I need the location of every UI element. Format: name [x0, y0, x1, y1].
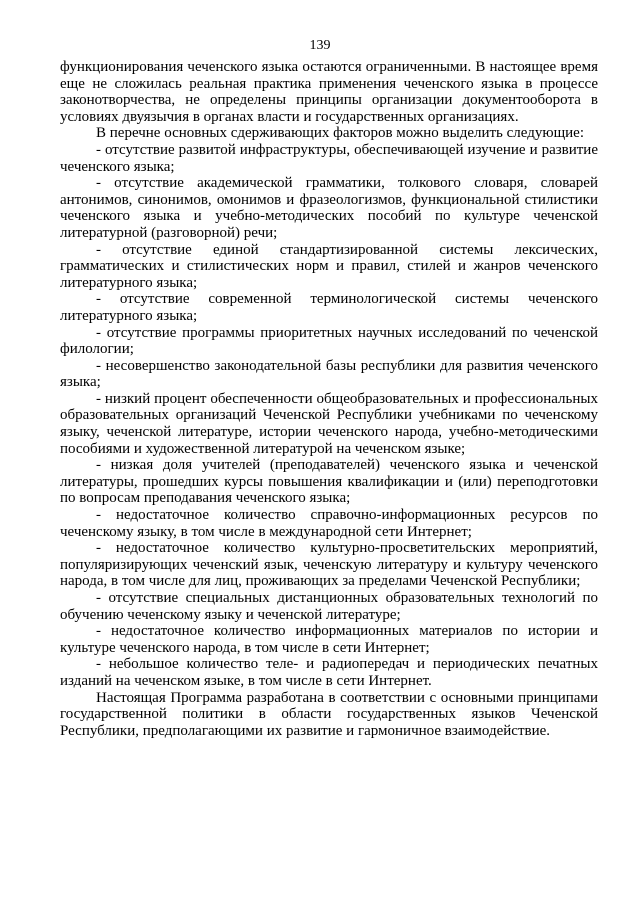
paragraph-intro: В перечне основных сдерживающих факторов можно выделить следующие: [96, 125, 584, 142]
list-item: - отсутствие единой стандартизированной системы лексических, грамматических и стилистических норм и правил, стилей и жанров чеченского литературного языка; [60, 241, 598, 291]
list-item: - низкий процент обеспеченности общеобразовательных и профессиональных образовательных организаций Чеченской Республики учебниками по чеченскому языку, чеченской литературе, истории чеченского народа, учебно-методическими пособиями и художественной литературой на чеченском языке; [60, 390, 598, 457]
list-item: - отсутствие академической грамматики, толкового словаря, словарей антонимов, синонимов, омонимов и фразеологизмов, функциональной стилистики чеченского языка и учебно-методических пособий по культуре чеченской литературной (разговорной) речи; [60, 175, 598, 241]
list-item: - отсутствие специальных дистанционных образовательных технологий по обучению чеченскому языку и чеченской литературе; [60, 590, 598, 623]
list-item: - отсутствие развитой инфраструктуры, обеспечивающей изучение и развитие чеченского языка; [60, 141, 598, 175]
list-item: - несовершенство законодательной базы республики для развития чеченского языка; [60, 357, 598, 391]
list-item: - отсутствие программы приоритетных научных исследований по чеченской филологии; [60, 324, 598, 358]
body-text [60, 59, 598, 739]
list-item: - отсутствие современной терминологической системы чеченского литературного языка; [60, 291, 598, 324]
paragraph-conclusion: Настоящая Программа разработана в соответствии с основными принципами государственной политики в области государственных языков Чеченской Республики, предполагающими их развитие и гармоничное взаимодействие. [60, 689, 598, 739]
list-item: - недостаточное количество информационных материалов по истории и культуре чеченского народа, в том числе в сети Интернет; [60, 623, 598, 656]
list-item: - небольшое количество теле- и радиопередач и периодических печатных изданий на чеченском языке, в том числе в сети Интернет. [60, 656, 598, 689]
list-item: - низкая доля учителей (преподавателей) чеченского языка и чеченской литературы, прошедших курсы повышения квалификации и (или) переподготовки по вопросам преподавания чеченского языка; [60, 457, 598, 507]
paragraph-continuation: функционирования чеченского языка остаются ограниченными. В настоящее время еще не сложилась реальная практика применения чеченского языка в процессе законотворчества, не определены принципы организации документооборота в условиях двуязычия в органах власти и государственных организациях. [60, 59, 598, 125]
list-item: - недостаточное количество культурно-просветительских мероприятий, популяризирующих чеченский язык, чеченскую литературу и культуру чеченского народа, в том числе для лиц, проживающих за пределами Чеченской Республики; [60, 540, 598, 590]
list-item: - недостаточное количество справочно-информационных ресурсов по чеченскому языку, в том числе в международной сети Интернет; [60, 507, 598, 540]
page-number: 139 [309, 38, 331, 53]
